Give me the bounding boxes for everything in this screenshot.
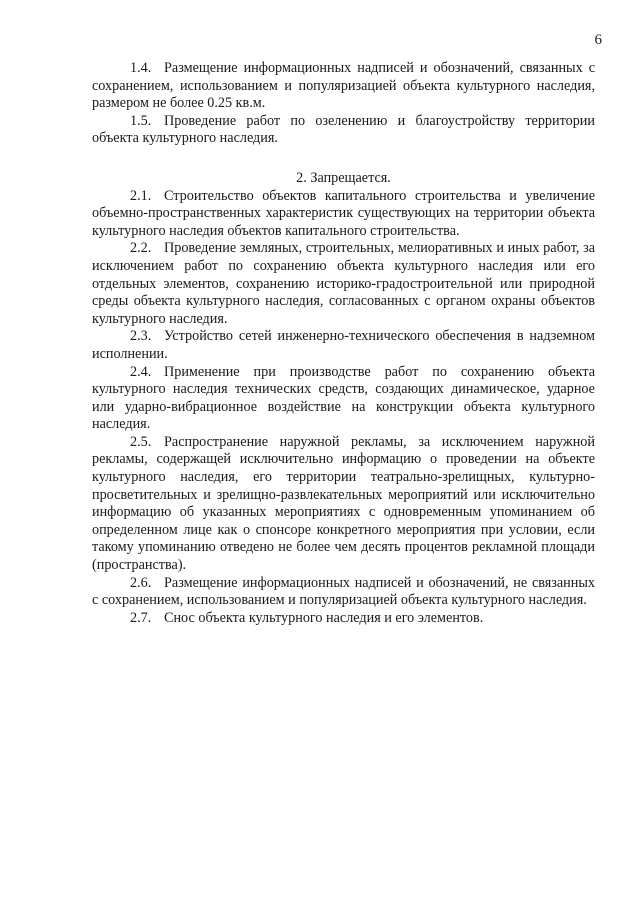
item-text: Снос объекта культурного наследия и его элементов. <box>164 609 484 626</box>
item-number: 2.4. <box>130 363 152 380</box>
list-item-2-1 <box>92 188 595 241</box>
page-number: 6 <box>594 32 602 48</box>
item-number: 2.1. <box>130 187 152 204</box>
section-heading: 2. Запрещается. <box>296 169 391 186</box>
document-body <box>92 60 595 627</box>
item-text: Размещение информационных надписей и обозначений, связанных с сохранением, использованием и популяризацией объекта культурного наследия, размером не более 0.25 кв.м. <box>92 60 595 112</box>
list-item-2-2 <box>92 240 595 328</box>
list-item-2-4 <box>92 364 595 434</box>
list-item-1-4 <box>92 60 595 113</box>
list-item-2-3 <box>92 328 595 363</box>
item-number: 2.3. <box>130 328 152 345</box>
item-text: Проведение земляных, строительных, мелиоративных и иных работ, за исключением работ по сохранению объекта культурного наследия или его отдельных элементов, сохранению историко-градостроительной или природной среды объекта культурного наследия, согласованных с органом охраны объектов культурного наследия. <box>92 240 595 327</box>
item-text: Проведение работ по озеленению и благоустройству территории объекта культурного наследия. <box>92 112 595 147</box>
list-item-2-5 <box>92 434 595 575</box>
list-item-1-5 <box>92 113 595 148</box>
item-text: Строительство объектов капитального строительства и увеличение объемно-пространственных характеристик существующих на территории объекта культурного наследия объектов капитального строительства. <box>92 187 595 239</box>
list-item-2-6 <box>92 575 595 610</box>
item-number: 1.5. <box>130 112 152 129</box>
item-number: 2.7. <box>130 609 152 626</box>
list-item-2-7 <box>92 610 595 628</box>
item-number: 2.5. <box>130 433 152 450</box>
item-text: Применение при производстве работ по сохранению объекта культурного наследия технических средств, создающих динамическое, ударное или ударно-вибрационное воздействие на конструкции объекта культурного наследия. <box>92 363 595 433</box>
item-number: 2.2. <box>130 240 152 257</box>
item-number: 1.4. <box>130 60 152 76</box>
item-text: Распространение наружной рекламы, за исключением наружной рекламы, содержащей исключительно информацию о проведении на объекте культурного наследия, его территории театрально-зрелищных, культурно-просветительных и зрелищно-развлекательных мероприятий или исключительно информацию об указанных мероприятиях с одновременным упоминанием об определенном лице как о спонсоре конкретного мероприятия при условии, если такому упоминанию отведено не более чем десять процентов рекламной площади (пространства). <box>92 433 595 574</box>
item-text: Устройство сетей инженерно-технического обеспечения в надземном исполнении. <box>92 328 595 362</box>
item-text: Размещение информационных надписей и обозначений, не связанных с сохранением, использованием и популяризацией объекта культурного наследия. <box>92 574 595 609</box>
item-number: 2.6. <box>130 574 152 591</box>
